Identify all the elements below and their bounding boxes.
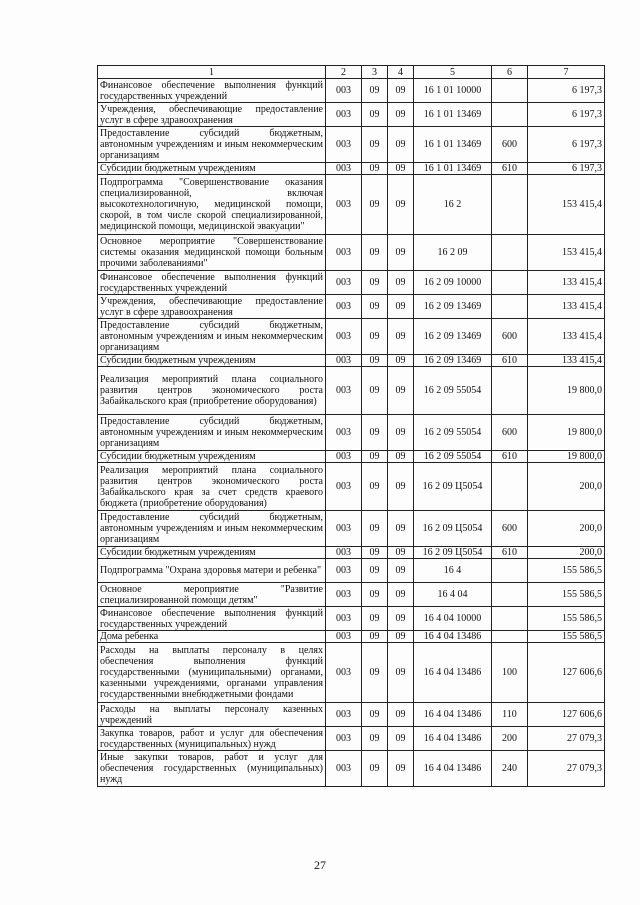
header-col-2: 2: [326, 66, 362, 79]
row-expense-type-cell: 600: [492, 511, 528, 547]
row-amount-cell: 133 415,4: [528, 271, 605, 295]
row-section-cell: 09: [362, 295, 388, 319]
row-expense-type-cell: [492, 175, 528, 235]
row-section-cell: 09: [362, 559, 388, 583]
row-admin-code-cell: 003: [326, 355, 362, 367]
row-admin-code-cell: 003: [326, 511, 362, 547]
row-name-cell: Учреждения, обеспечивающие предоставление услуг в сфере здравоохранения: [98, 295, 326, 319]
table-row: [98, 559, 605, 583]
row-section-cell: 09: [362, 367, 388, 415]
row-expense-type-cell: 610: [492, 355, 528, 367]
row-target-article-cell: 16 2 09 13469: [414, 355, 492, 367]
row-target-article-cell: 16 2 09 Ц5054: [414, 547, 492, 559]
row-admin-code-cell: 003: [326, 295, 362, 319]
row-section-cell: 09: [362, 511, 388, 547]
table-row: [98, 643, 605, 703]
row-name-cell: Реализация мероприятий плана социального развития центров экономического роста Забайкальского края за счет средств краевого бюджета (приобретение оборудования): [98, 463, 326, 511]
row-name-cell: Предоставление субсидий бюджетным, автономным учреждениям и иным некоммерческим организациям: [98, 319, 326, 355]
row-subsection-cell: 09: [388, 643, 414, 703]
table-row: [98, 607, 605, 631]
row-subsection-cell: 09: [388, 235, 414, 271]
row-subsection-cell: 09: [388, 163, 414, 175]
row-admin-code-cell: 003: [326, 559, 362, 583]
row-section-cell: 09: [362, 643, 388, 703]
row-section-cell: 09: [362, 607, 388, 631]
row-subsection-cell: 09: [388, 415, 414, 451]
row-admin-code-cell: 003: [326, 103, 362, 127]
row-amount-cell: 155 586,5: [528, 631, 605, 643]
row-target-article-cell: 16 2 09 13469: [414, 295, 492, 319]
row-target-article-cell: 16 4: [414, 559, 492, 583]
row-amount-cell: 200,0: [528, 511, 605, 547]
row-expense-type-cell: 610: [492, 451, 528, 463]
row-target-article-cell: 16 4 04 13486: [414, 631, 492, 643]
row-subsection-cell: 09: [388, 547, 414, 559]
row-expense-type-cell: [492, 583, 528, 607]
header-col-6: 6: [492, 66, 528, 79]
row-amount-cell: 6 197,3: [528, 103, 605, 127]
row-admin-code-cell: 003: [326, 751, 362, 787]
row-amount-cell: 133 415,4: [528, 295, 605, 319]
row-subsection-cell: 09: [388, 727, 414, 751]
row-subsection-cell: 09: [388, 511, 414, 547]
row-amount-cell: 6 197,3: [528, 127, 605, 163]
row-subsection-cell: 09: [388, 319, 414, 355]
row-target-article-cell: 16 4 04 13486: [414, 727, 492, 751]
row-target-article-cell: 16 4 04 13486: [414, 643, 492, 703]
row-expense-type-cell: 100: [492, 643, 528, 703]
row-subsection-cell: 09: [388, 103, 414, 127]
row-subsection-cell: 09: [388, 271, 414, 295]
row-subsection-cell: 09: [388, 451, 414, 463]
row-name-cell: Субсидии бюджетным учреждениям: [98, 163, 326, 175]
table-row: [98, 451, 605, 463]
row-expense-type-cell: [492, 559, 528, 583]
row-target-article-cell: 16 2 09 13469: [414, 319, 492, 355]
row-name-cell: Финансовое обеспечение выполнения функций государственных учреждений: [98, 607, 326, 631]
table-row: [98, 583, 605, 607]
row-amount-cell: 6 197,3: [528, 163, 605, 175]
row-admin-code-cell: 003: [326, 319, 362, 355]
row-name-cell: Финансовое обеспечение выполнения функций государственных учреждений: [98, 79, 326, 103]
table-row: [98, 319, 605, 355]
row-target-article-cell: 16 2 09 55054: [414, 367, 492, 415]
table-body: [98, 79, 605, 787]
row-amount-cell: 133 415,4: [528, 319, 605, 355]
row-name-cell: Подпрограмма "Охрана здоровья матери и ребенка": [98, 559, 326, 583]
row-amount-cell: 19 800,0: [528, 415, 605, 451]
row-expense-type-cell: [492, 271, 528, 295]
row-admin-code-cell: 003: [326, 463, 362, 511]
row-subsection-cell: 09: [388, 751, 414, 787]
row-admin-code-cell: 003: [326, 607, 362, 631]
row-expense-type-cell: [492, 295, 528, 319]
row-section-cell: 09: [362, 703, 388, 727]
row-expense-type-cell: [492, 631, 528, 643]
row-section-cell: 09: [362, 235, 388, 271]
row-subsection-cell: 09: [388, 367, 414, 415]
row-section-cell: 09: [362, 451, 388, 463]
table-row: [98, 415, 605, 451]
row-target-article-cell: 16 2 09 55054: [414, 415, 492, 451]
table-row: [98, 547, 605, 559]
row-admin-code-cell: 003: [326, 163, 362, 175]
row-target-article-cell: 16 2 09 10000: [414, 271, 492, 295]
table-header: [98, 66, 605, 79]
table-row: [98, 127, 605, 163]
row-section-cell: 09: [362, 547, 388, 559]
row-name-cell: Закупка товаров, работ и услуг для обеспечения государственных (муниципальных) нужд: [98, 727, 326, 751]
row-section-cell: 09: [362, 463, 388, 511]
row-target-article-cell: 16 4 04 13486: [414, 703, 492, 727]
row-subsection-cell: 09: [388, 175, 414, 235]
row-name-cell: Учреждения, обеспечивающие предоставление услуг в сфере здравоохранения: [98, 103, 326, 127]
table-row: [98, 175, 605, 235]
row-target-article-cell: 16 2: [414, 175, 492, 235]
row-subsection-cell: 09: [388, 559, 414, 583]
header-col-5: 5: [414, 66, 492, 79]
row-admin-code-cell: 003: [326, 415, 362, 451]
row-target-article-cell: 16 4 04: [414, 583, 492, 607]
row-section-cell: 09: [362, 415, 388, 451]
row-amount-cell: 6 197,3: [528, 79, 605, 103]
row-expense-type-cell: [492, 103, 528, 127]
row-section-cell: 09: [362, 727, 388, 751]
row-name-cell: Субсидии бюджетным учреждениям: [98, 547, 326, 559]
row-section-cell: 09: [362, 271, 388, 295]
row-expense-type-cell: [492, 235, 528, 271]
table-row: [98, 511, 605, 547]
row-expense-type-cell: 600: [492, 415, 528, 451]
row-admin-code-cell: 003: [326, 631, 362, 643]
row-name-cell: Основное мероприятие "Совершенствование системы оказания медицинской помощи больным прочими заболеваниями": [98, 235, 326, 271]
header-col-1: 1: [98, 66, 326, 79]
row-admin-code-cell: 003: [326, 127, 362, 163]
row-section-cell: 09: [362, 583, 388, 607]
row-subsection-cell: 09: [388, 583, 414, 607]
row-admin-code-cell: 003: [326, 367, 362, 415]
row-subsection-cell: 09: [388, 631, 414, 643]
table-row: [98, 79, 605, 103]
row-section-cell: 09: [362, 163, 388, 175]
row-amount-cell: 155 586,5: [528, 607, 605, 631]
row-expense-type-cell: [492, 79, 528, 103]
table-row: [98, 103, 605, 127]
row-expense-type-cell: 610: [492, 547, 528, 559]
row-target-article-cell: 16 2 09: [414, 235, 492, 271]
row-subsection-cell: 09: [388, 463, 414, 511]
row-expense-type-cell: [492, 367, 528, 415]
header-col-7: 7: [528, 66, 605, 79]
row-amount-cell: 153 415,4: [528, 235, 605, 271]
table-row: [98, 355, 605, 367]
row-name-cell: Подпрограмма "Совершенствование оказания специализированной, включая высокотехнологичную, медицинской помощи, скорой, в том числе скорой специализированной, медицинской помощи, медицинской эвакуации": [98, 175, 326, 235]
row-admin-code-cell: 003: [326, 547, 362, 559]
row-subsection-cell: 09: [388, 607, 414, 631]
header-col-3: 3: [362, 66, 388, 79]
row-amount-cell: 27 079,3: [528, 727, 605, 751]
row-expense-type-cell: 600: [492, 127, 528, 163]
row-amount-cell: 127 606,6: [528, 643, 605, 703]
row-name-cell: Субсидии бюджетным учреждениям: [98, 451, 326, 463]
row-subsection-cell: 09: [388, 355, 414, 367]
row-name-cell: Дома ребенка: [98, 631, 326, 643]
row-subsection-cell: 09: [388, 295, 414, 319]
row-target-article-cell: 16 4 04 13486: [414, 751, 492, 787]
row-section-cell: 09: [362, 175, 388, 235]
row-amount-cell: 200,0: [528, 463, 605, 511]
row-amount-cell: 127 606,6: [528, 703, 605, 727]
row-amount-cell: 153 415,4: [528, 175, 605, 235]
table-row: [98, 463, 605, 511]
row-subsection-cell: 09: [388, 79, 414, 103]
row-admin-code-cell: 003: [326, 235, 362, 271]
row-section-cell: 09: [362, 127, 388, 163]
row-name-cell: Предоставление субсидий бюджетным, автономным учреждениям и иным некоммерческим организациям: [98, 127, 326, 163]
row-expense-type-cell: 600: [492, 319, 528, 355]
table-row: [98, 163, 605, 175]
row-admin-code-cell: 003: [326, 79, 362, 103]
row-name-cell: Иные закупки товаров, работ и услуг для обеспечения государственных (муниципальных) нужд: [98, 751, 326, 787]
row-target-article-cell: 16 2 09 Ц5054: [414, 463, 492, 511]
row-target-article-cell: 16 1 01 13469: [414, 103, 492, 127]
row-target-article-cell: 16 1 01 13469: [414, 163, 492, 175]
row-name-cell: Расходы на выплаты персоналу казенных учреждений: [98, 703, 326, 727]
header-col-4: 4: [388, 66, 414, 79]
row-expense-type-cell: 110: [492, 703, 528, 727]
row-target-article-cell: 16 4 04 10000: [414, 607, 492, 631]
row-section-cell: 09: [362, 631, 388, 643]
row-section-cell: 09: [362, 751, 388, 787]
table-row: [98, 295, 605, 319]
table-row: [98, 235, 605, 271]
row-amount-cell: 19 800,0: [528, 451, 605, 463]
row-expense-type-cell: 610: [492, 163, 528, 175]
table-row: [98, 727, 605, 751]
row-expense-type-cell: 240: [492, 751, 528, 787]
table-row: [98, 631, 605, 643]
budget-table: [97, 65, 605, 787]
page-number: 27: [314, 858, 326, 872]
row-amount-cell: 155 586,5: [528, 559, 605, 583]
row-name-cell: Предоставление субсидий бюджетным, автономным учреждениям и иным некоммерческим организациям: [98, 415, 326, 451]
row-subsection-cell: 09: [388, 703, 414, 727]
row-admin-code-cell: 003: [326, 451, 362, 463]
row-name-cell: Расходы на выплаты персоналу в целях обеспечения выполнения функций государственными (муниципальными) органами, казенными учреждениями, органами управления государственными внебюджетными фондами: [98, 643, 326, 703]
row-admin-code-cell: 003: [326, 583, 362, 607]
row-name-cell: Финансовое обеспечение выполнения функций государственных учреждений: [98, 271, 326, 295]
table-row: [98, 751, 605, 787]
row-admin-code-cell: 003: [326, 727, 362, 751]
row-subsection-cell: 09: [388, 127, 414, 163]
row-amount-cell: 19 800,0: [528, 367, 605, 415]
table-row: [98, 271, 605, 295]
row-name-cell: Предоставление субсидий бюджетным, автономным учреждениям и иным некоммерческим организациям: [98, 511, 326, 547]
row-admin-code-cell: 003: [326, 643, 362, 703]
row-target-article-cell: 16 2 09 55054: [414, 451, 492, 463]
row-name-cell: Реализация мероприятий плана социального развития центров экономического роста Забайкальского края (приобретение оборудования): [98, 367, 326, 415]
row-admin-code-cell: 003: [326, 703, 362, 727]
row-amount-cell: 200,0: [528, 547, 605, 559]
row-name-cell: Основное мероприятие "Развитие специализированной помощи детям": [98, 583, 326, 607]
row-admin-code-cell: 003: [326, 271, 362, 295]
table-row: [98, 367, 605, 415]
row-amount-cell: 155 586,5: [528, 583, 605, 607]
row-amount-cell: 27 079,3: [528, 751, 605, 787]
row-amount-cell: 133 415,4: [528, 355, 605, 367]
row-section-cell: 09: [362, 103, 388, 127]
row-admin-code-cell: 003: [326, 175, 362, 235]
row-expense-type-cell: [492, 463, 528, 511]
row-target-article-cell: 16 1 01 10000: [414, 79, 492, 103]
row-target-article-cell: 16 2 09 Ц5054: [414, 511, 492, 547]
row-expense-type-cell: [492, 607, 528, 631]
row-target-article-cell: 16 1 01 13469: [414, 127, 492, 163]
row-expense-type-cell: 200: [492, 727, 528, 751]
table-row: [98, 703, 605, 727]
header-row: [98, 66, 605, 79]
row-section-cell: 09: [362, 355, 388, 367]
row-name-cell: Субсидии бюджетным учреждениям: [98, 355, 326, 367]
row-section-cell: 09: [362, 79, 388, 103]
row-section-cell: 09: [362, 319, 388, 355]
